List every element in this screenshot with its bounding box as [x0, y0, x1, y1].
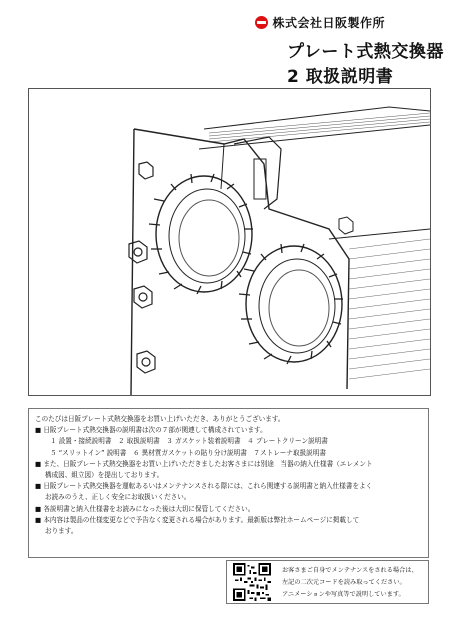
- qr-code-icon[interactable]: [233, 563, 271, 601]
- intro-line: ■ 本内容は製品の仕様変更などで予告なく変更される場合があります。最新版は弊社ホームページに掲載して: [35, 515, 360, 524]
- intro-line: ５ “スリットイン” 説明書 ６ 異材質ガスケットの貼り分け説明書 ７ストレーナ取扱説明書: [50, 448, 326, 457]
- qr-code-panel: [226, 560, 429, 604]
- intro-line: ■ 日阪プレート式熱交換器の説明書は次の７部が関連して構成されています。: [35, 426, 267, 435]
- intro-line: ■ また、日阪プレート式熱交換器をお買い上げいただきましたお客さまには別途 当器の納入仕様書（エレメント: [35, 459, 373, 468]
- company-name: 株式会社日阪製作所: [272, 16, 385, 30]
- intro-line: 構成図、組立図）を提出しております。: [45, 471, 164, 480]
- qr-instructions: [282, 565, 418, 601]
- intro-line: ■ 各説明書と納入仕様書をお読みになった後は大切に保管してください。: [35, 504, 255, 513]
- qr-line: お客さまご自身でメンテナンスをされる場合は、: [282, 567, 418, 574]
- company-brand: [255, 14, 385, 31]
- intro-line: おります。: [45, 527, 78, 536]
- document-title: プレート式熱交換器: [287, 42, 444, 62]
- company-logo-icon: [255, 16, 268, 29]
- heat-exchanger-illustration: [28, 88, 431, 396]
- intro-line: このたびは日阪プレート式熱交換器をお買い上げいただき、ありがとうございます。: [35, 415, 285, 423]
- intro-line: ■ 日阪プレート式熱交換器を運転あるいはメンテナンスされる際には、これら関連する説明書と納入仕様書をよく: [35, 482, 373, 491]
- intro-line: お読みのうえ、正しく安全にお取扱いください。: [45, 493, 191, 502]
- qr-line: アニメーションや写真等で説明しています。: [282, 591, 405, 598]
- document-subtitle: 2 取扱説明書: [287, 67, 394, 87]
- intro-line: １ 設置・接続説明書 ２ 取扱説明書 ３ ガスケット装着説明書 ４ プレートクリーン説明書: [50, 437, 328, 446]
- introduction-notice: [28, 408, 429, 558]
- heat-exchanger-drawing: [29, 89, 430, 395]
- qr-line: 左記の二次元コードを読み取ってください。: [282, 579, 406, 586]
